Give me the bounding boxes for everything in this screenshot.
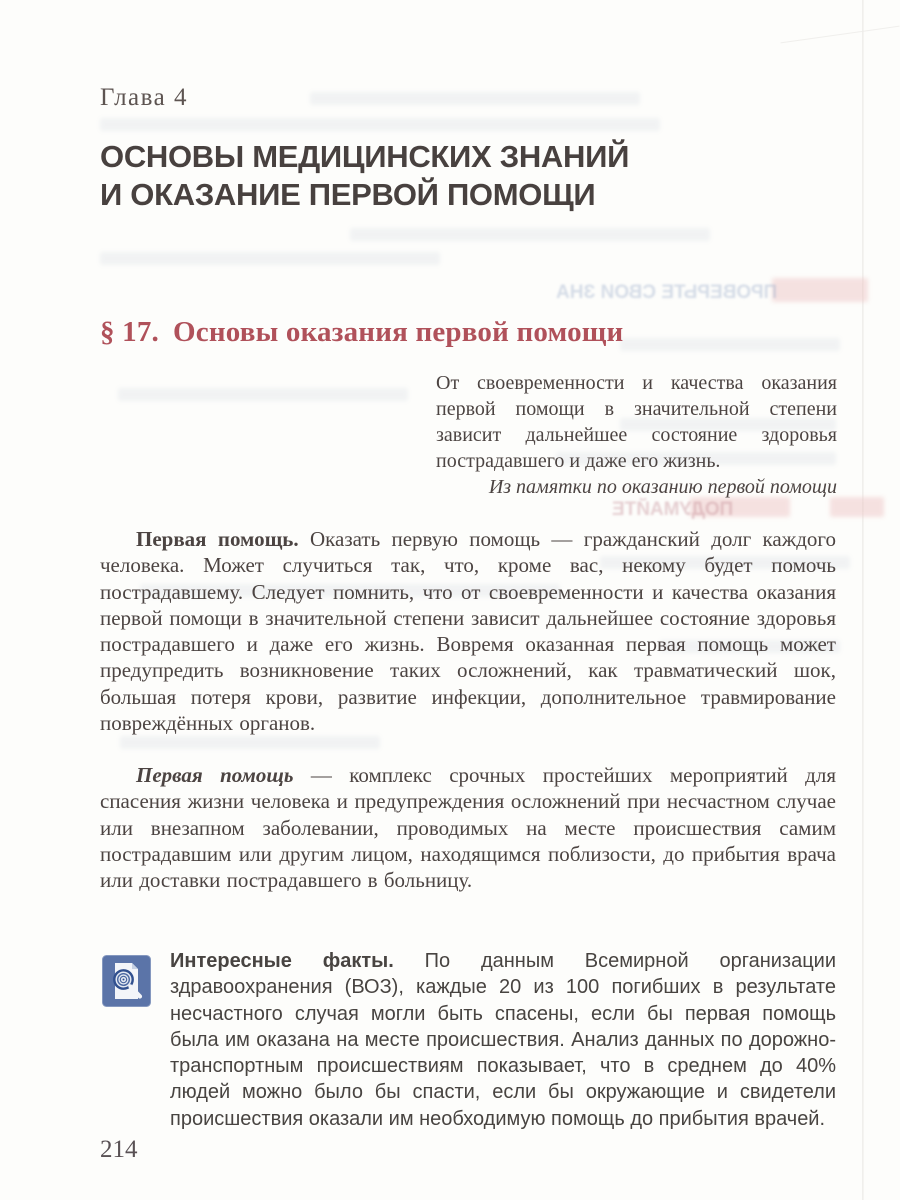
chapter-title-line2: И ОКАЗАНИЕ ПЕРВОЙ ПОМОЩИ <box>100 177 596 212</box>
paragraph-text: Оказать первую помощь — гражданский долг каждого человека. Может случиться так, что, кроме вас, некому будет помочь пострадавшему. Следует помнить, что от своевременности и качества оказания первой помощи в значительной степени зависит дальнейшее состояние здоровья пострадавшего и даже его жизнь. Вовремя оказанная первая помощь может предупредить возникновение таких осложнений, как травматический шок, большая потеря крови, развитие инфекции, дополнительное травмирование повреждённых органов. <box>100 527 836 736</box>
chapter-title-line1: ОСНОВЫ МЕДИЦИНСКИХ ЗНАНИЙ <box>100 139 630 174</box>
paragraph-lead: Первая помощь <box>136 763 294 787</box>
bleedthrough-noise <box>118 388 408 401</box>
bleedthrough-noise <box>100 118 660 131</box>
paragraph-lead: Первая помощь. <box>136 527 299 551</box>
bleedthrough-noise <box>120 736 380 749</box>
paragraph-text: — комплекс срочных простейших мероприятий для спасения жизни человека и предупреждения осложнений при несчастном случае или внезапном заболевании, проводимых на месте происшествия самим пострадавшим или другим лицом, находящимся поблизости, до прибытия врача или доставки пострадавшего в больницу. <box>100 763 837 893</box>
facts-text: По данным Всемирной организации здравоохранения (ВОЗ), каждые 20 из 100 погибших в результате несчастного случая могли быть спасены, если бы первая помощь была им оказана на месте происшествия. Анализ данных по дорожно-транспортным происшествиям показывает, что в среднем до 40% людей можно было бы спасти, если бы окружающие и свидетели происшествия оказали им необходимую помощь до прибытия врачей. <box>170 950 837 1130</box>
interesting-facts-box <box>100 948 836 1132</box>
page-number: 214 <box>100 1136 138 1163</box>
body-paragraph <box>100 762 836 893</box>
bleedthrough-pink-block <box>830 497 884 517</box>
chapter-label: Глава 4 <box>100 84 188 111</box>
bleedthrough-noise <box>310 92 640 105</box>
body-paragraph <box>100 526 836 736</box>
chapter-title <box>100 138 629 214</box>
page-crease <box>781 26 900 44</box>
facts-paragraph <box>170 948 836 1132</box>
bleedthrough-noise <box>350 228 710 241</box>
epigraph-source: Из памятки по оказанию первой помощи <box>488 476 837 498</box>
section-number: § 17. <box>100 316 159 348</box>
document-magnifier-icon <box>102 955 151 1007</box>
section-title: Основы оказания первой помощи <box>173 316 624 348</box>
bleedthrough-noise <box>620 338 840 351</box>
bleedthrough-header: ПОДУМАЙТЕ <box>612 499 734 520</box>
bleedthrough-header: ПРОВЕРЬТЕ СВОИ ЗНА <box>556 282 778 303</box>
epigraph-text: От своевременности и качества оказания первой помощи в значительной степени зависит дальнейшее состояние здоровья пострадавшего и даже его жизнь. <box>436 372 837 472</box>
bleedthrough-pink-block <box>772 278 868 302</box>
bleedthrough-noise <box>100 252 440 265</box>
facts-title: Интересные факты. <box>170 950 394 972</box>
page-edge-shadow <box>862 0 864 1200</box>
section-heading <box>100 316 623 349</box>
